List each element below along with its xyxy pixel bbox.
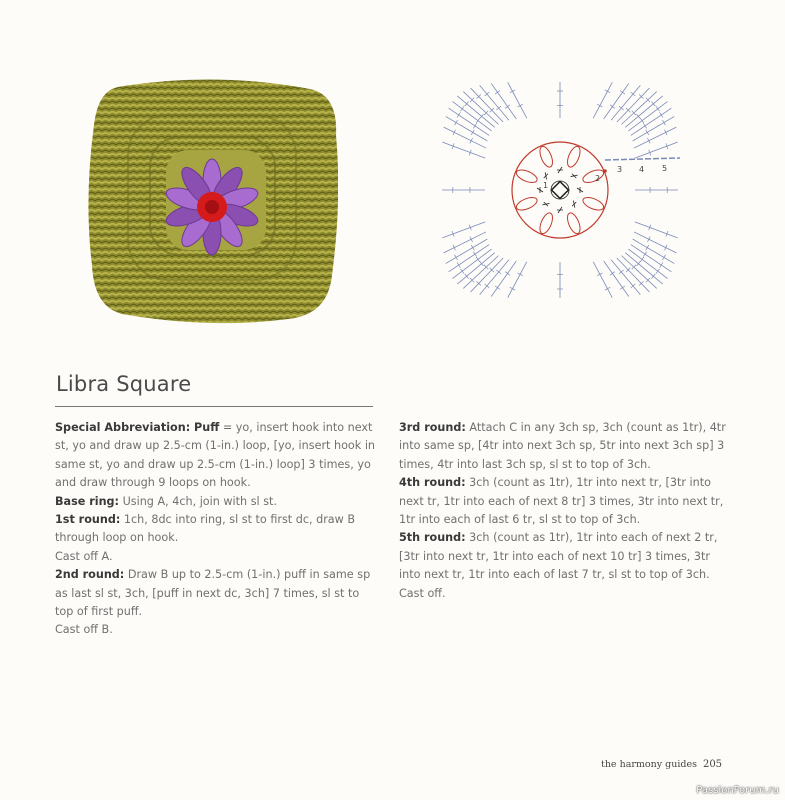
book-title: the harmony guides [601, 759, 697, 770]
instruction-line: Cast off B. [55, 623, 113, 637]
round-label-5: 5 [662, 164, 668, 173]
round-label-4: 4 [639, 165, 645, 174]
instruction-line: Special Abbreviation: Puff = yo, insert hook into next st, yo and draw up 2.5-cm (1-in.) loop, [yo, insert hook in same st, yo and draw up 2.5-cm (1-in.) loop] 3 times, yo and draw through 9 loops on hook. [55, 421, 376, 490]
instruction-line: Cast off. [399, 586, 446, 600]
instruction-line: 3rd round: Attach C in any 3ch sp, 3ch (count as 1tr), 4tr into same sp, [4tr into next 3ch sp, 5tr into next 3ch sp] 3 times, 4tr into last 3ch sp, sl st to top of 3ch. [399, 421, 726, 471]
watermark: PassionForum.ru [696, 785, 779, 796]
instruction-line: 5th round: 3ch (count as 1tr), 1tr into each of next 2 tr, [3tr into next tr, 1tr into each of next 10 tr] 3 times, 3tr into next tr, 1tr into each of last 7 tr, sl st to top of 3ch. [399, 531, 718, 582]
instruction-line: Base ring: Using A, 4ch, join with sl st. [55, 494, 277, 508]
page-footer [601, 759, 722, 770]
page-number: 205 [702, 759, 723, 770]
round-label-3: 3 [617, 165, 623, 174]
title-divider [55, 406, 373, 407]
pattern-title: Libra Square [56, 372, 192, 396]
instruction-line: Cast off A. [55, 549, 113, 563]
round-label-2: 2 [595, 174, 601, 183]
instructions-column-2 [399, 419, 734, 603]
instruction-line: 1st round: 1ch, 8dc into ring, sl st to first dc, draw B through loop on hook. [55, 513, 356, 545]
round-label-1: 1 [543, 181, 549, 190]
crochet-square-photo [88, 75, 338, 325]
instruction-line: 4th round: 3ch (count as 1tr), 1tr into next tr, [3tr into next tr, 1tr into each of next 8 tr] 3 times, 3tr into next tr, 1tr into each of last 6 tr, sl st to top of 3ch. [399, 476, 724, 527]
crochet-chart-diagram [440, 78, 685, 308]
instruction-line: 2nd round: Draw B up to 2.5-cm (1-in.) puff in same sp as last sl st, 3ch, [puff in next dc, 3ch] 7 times, sl st to top of first puff. [55, 568, 371, 619]
instructions-column-1 [55, 419, 375, 640]
